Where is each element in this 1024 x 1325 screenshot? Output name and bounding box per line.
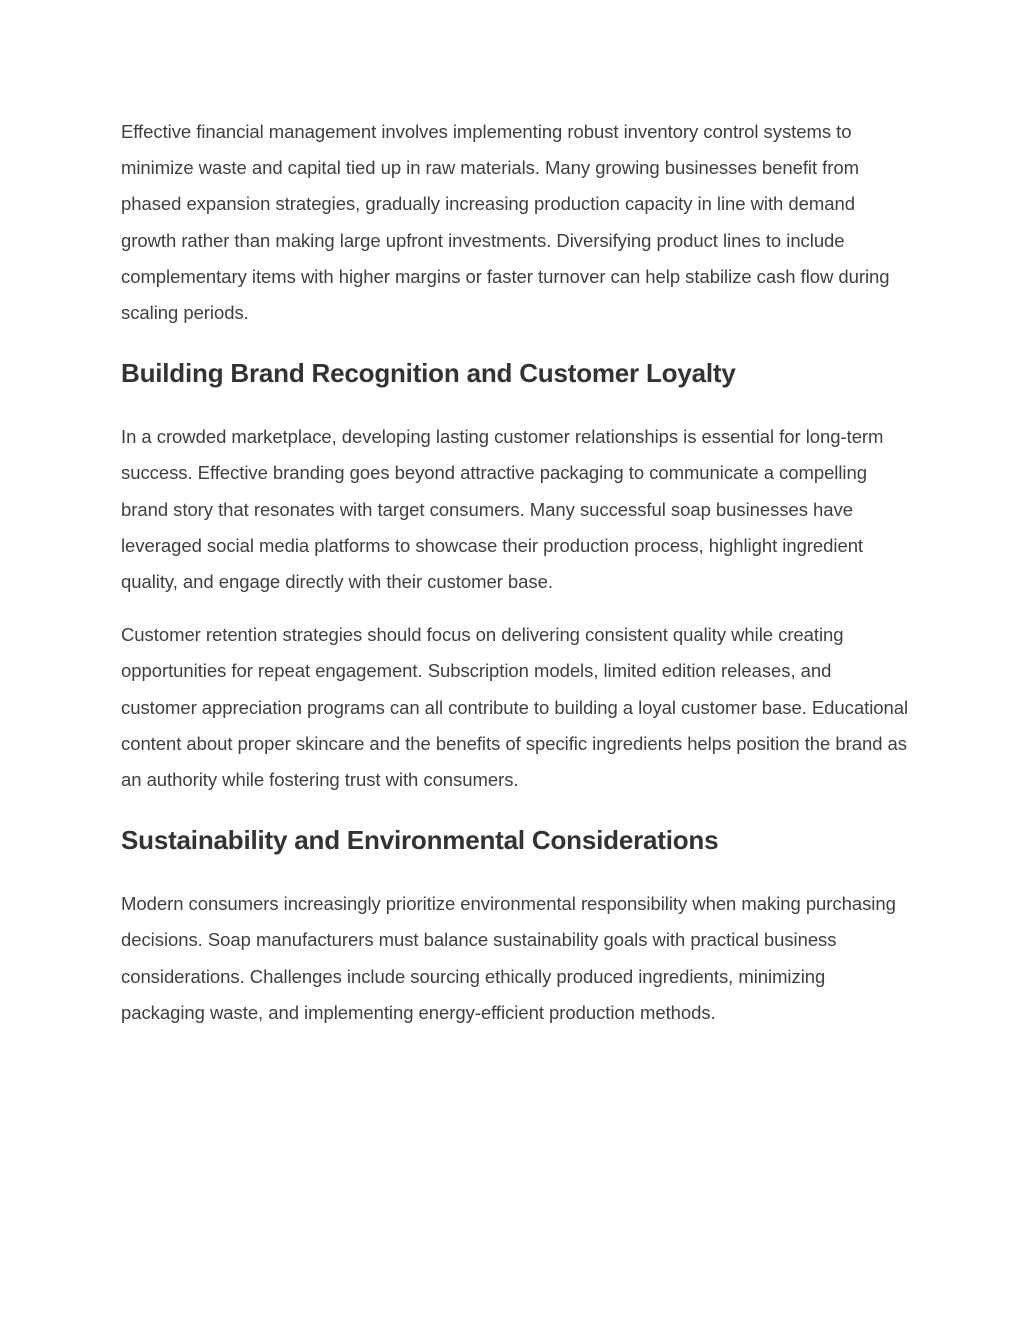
brand-paragraph-1: In a crowded marketplace, developing lasting customer relationships is essential for long-term success. Effective branding goes beyond attractive packaging to communicate a compelling brand story that resonates with target consumers. Many successful soap businesses have leveraged social media platforms to showcase their production process, highlight ingredient quality, and engage directly with their customer base. — [121, 426, 884, 593]
document-page — [121, 114, 911, 1031]
section-heading-sustainability: Sustainability and Environmental Considerations — [121, 825, 719, 856]
section-heading-brand-recognition: Building Brand Recognition and Customer Loyalty — [121, 358, 736, 389]
sustainability-paragraph-1: Modern consumers increasingly prioritize environmental responsibility when making purchasing decisions. Soap manufacturers must balance sustainability goals with practical business considerations. Challenges include sourcing ethically produced ingredients, minimizing packaging waste, and implementing energy-efficient production methods. — [121, 893, 896, 1023]
brand-paragraph-2: Customer retention strategies should focus on delivering consistent quality while creating opportunities for repeat engagement. Subscription models, limited edition releases, and customer appreciation programs can all contribute to building a loyal customer base. Educational content about proper skincare and the benefits of specific ingredients helps position the brand as an authority while fostering trust with consumers. — [121, 624, 909, 791]
intro-paragraph: Effective financial management involves implementing robust inventory control systems to minimize waste and capital tied up in raw materials. Many growing businesses benefit from phased expansion strategies, gradually increasing production capacity in line with demand growth rather than making large upfront investments. Diversifying product lines to include complementary items with higher margins or faster turnover can help stabilize cash flow during scaling periods. — [121, 121, 890, 324]
